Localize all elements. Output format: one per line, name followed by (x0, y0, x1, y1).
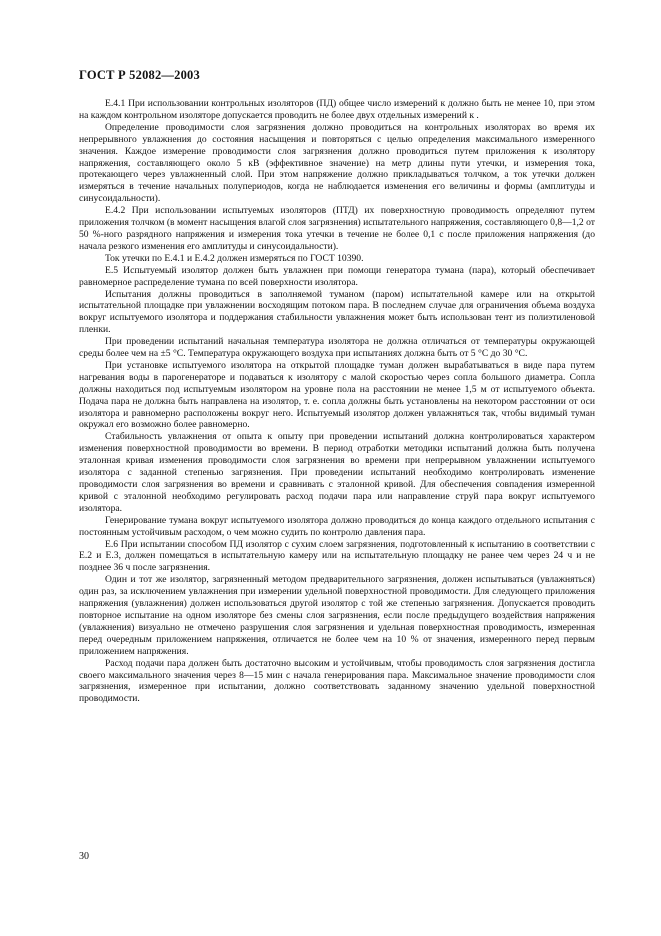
page-number: 30 (79, 851, 89, 862)
paragraph-e-6: Е.6 При испытании способом ПД изолятор с сухим слоем загрязнения, подготовленный к испытанию в соответствии с Е.2 и Е.3, должен помещаться в испытательную камеру или на испытательную площадку не ранее чем через 24 ч и не позднее 36 ч после загрязнения. (79, 538, 595, 574)
paragraph-leakage-current: Ток утечки по Е.4.1 и Е.4.2 должен измеряться по ГОСТ 10390. (105, 252, 364, 264)
paragraph-conductivity-definition: Определение проводимости слоя загрязнения должно проводиться на контрольных изоляторах во время их непрерывного увлажнения до состояния насыщения и повторяться с целью определения максимального измеренного значения. Каждое измерение проводимости слоя загрязнения должно проводиться путем приложения к изолятору напряжения, составляющего около 5 кВ (эффективное значение) на метр длины пути утечки, и измерения тока, протекающего через увлажненный слой. При этом напряжение должно прикладываться толчком, а ток утечки должен измеряться в течение начальных полупериодов, когда не наблюдается изменения его величины и формы (амплитуды и синусоидальности). (79, 121, 595, 205)
paragraph-single-insulator: Один и тот же изолятор, загрязненный методом предварительного загрязнения, должен испытываться (увлажняться) один раз, за исключением увлажнения при измерении удельной поверхностной проводимости. Для следующего приложения напряжения (увлажнения) должен использоваться другой изолятор с той же степенью загрязнения. Допускается проводить повторное испытание на одном изоляторе без смены слоя загрязнения, если после предыдущего воздействия напряжения (увлажнения) визуально не отмечено разрушения слоя загрязнения и удельная поверхностная проводимость, измеренная перед очередным приложением напряжения, отличается не более чем на 10 % от значения, измеренного перед первым приложением напряжения. (79, 574, 595, 657)
document-header: ГОСТ Р 52082—2003 (79, 68, 200, 82)
paragraph-steam-flow: Расход подачи пара должен быть достаточно высоким и устойчивым, чтобы проводимость слоя загрязнения достигла своего максимального значения через 8—15 мин с начала генерирования пара. Максимальное значение проводимости слоя загрязнения, измеренное при испытании, должно соответствовать заданному значению удельной поверхностной проводимости. (79, 657, 595, 705)
paragraph-temperature: При проведении испытаний начальная температура изолятора не должна отличаться от температуры окружающей среды более чем на ±5 °С. Температура окружающего воздуха при испытаниях должна быть от 5 °С до 30 °С. (79, 336, 595, 360)
paragraph-e-5: Е.5 Испытуемый изолятор должен быть увлажнен при помощи генератора тумана (пара), который обеспечивает равномерное распределение тумана по всей поверхности изолятора. (79, 264, 595, 288)
paragraph-e-4-2: Е.4.2 При использовании испытуемых изоляторов (ПТД) их поверхностную проводимость определяют путем приложения толчком (в момент насыщения влагой слоя загрязнения) испытательного напряжения, составляющего 0,8—1,2 от 50 %-ного разрядного напряжения и измерения тока утечки в течение не более 0,1 с после приложения напряжения (до начала резкого изменения его амплитуды и синусоидальности). (79, 205, 595, 252)
paragraph-e-4-1: Е.4.1 При использовании контрольных изоляторов (ПД) общее число измерений к должно быть не менее 10, при этом на каждом контрольном изоляторе допускается проводить не более двух отдельных измерений к . (79, 98, 595, 121)
paragraph-open-site: При установке испытуемого изолятора на открытой площадке туман должен вырабатываться в виде пара путем нагревания воды в парогенераторе и подаваться к изолятору с малой скоростью через сопла большого диаметра. Сопла должны находиться под испытуемым изолятором на уровне пола на расстоянии не менее 1,5 м от испытуемого объекта. Подача пара не должна быть направлена на изолятор, т. е. сопла должны быть установлены на некотором расстоянии от оси изолятора и равномерно расположены вокруг него. Испытуемый изолятор должен увлажняться так, чтобы видимый туман окружал его возможно более равномерно. (79, 359, 595, 431)
paragraph-test-chamber: Испытания должны проводиться в заполняемой туманом (паром) испытательной камере или на открытой испытательной площадке при увлажнении восходящим потоком пара. В последнем случае для ограничения объема воздуха вокруг испытуемого изолятора и поддержания стабильности увлажнения может быть использован тент из полиэтиленовой пленки. (79, 288, 595, 336)
paragraph-fog-generation: Генерирование тумана вокруг испытуемого изолятора должно проводиться до конца каждого отдельного испытания с постоянным устойчивым расходом, о чем можно судить по контролю давления пара. (79, 514, 595, 538)
paragraph-wetting-stability: Стабильность увлажнения от опыта к опыту при проведении испытаний должна контролироваться характером изменения поверхностной проводимости во времени. В период отработки методики испытаний должна быть получена эталонная кривая изменения проводимости слоя загрязнения во времени при непрерывном увлажнении испытуемого изолятора с заданной степенью загрязнения. При проведении испытаний необходимо контролировать изменение проводимости слоя загрязнения во времени и сравнивать с эталонной кривой. Для обеспечения совпадения измеренной кривой с эталонной необходимо регулировать расход подачи пара или направление струй пара вокруг испытуемого изолятора. (79, 431, 595, 514)
document-body (79, 98, 595, 705)
